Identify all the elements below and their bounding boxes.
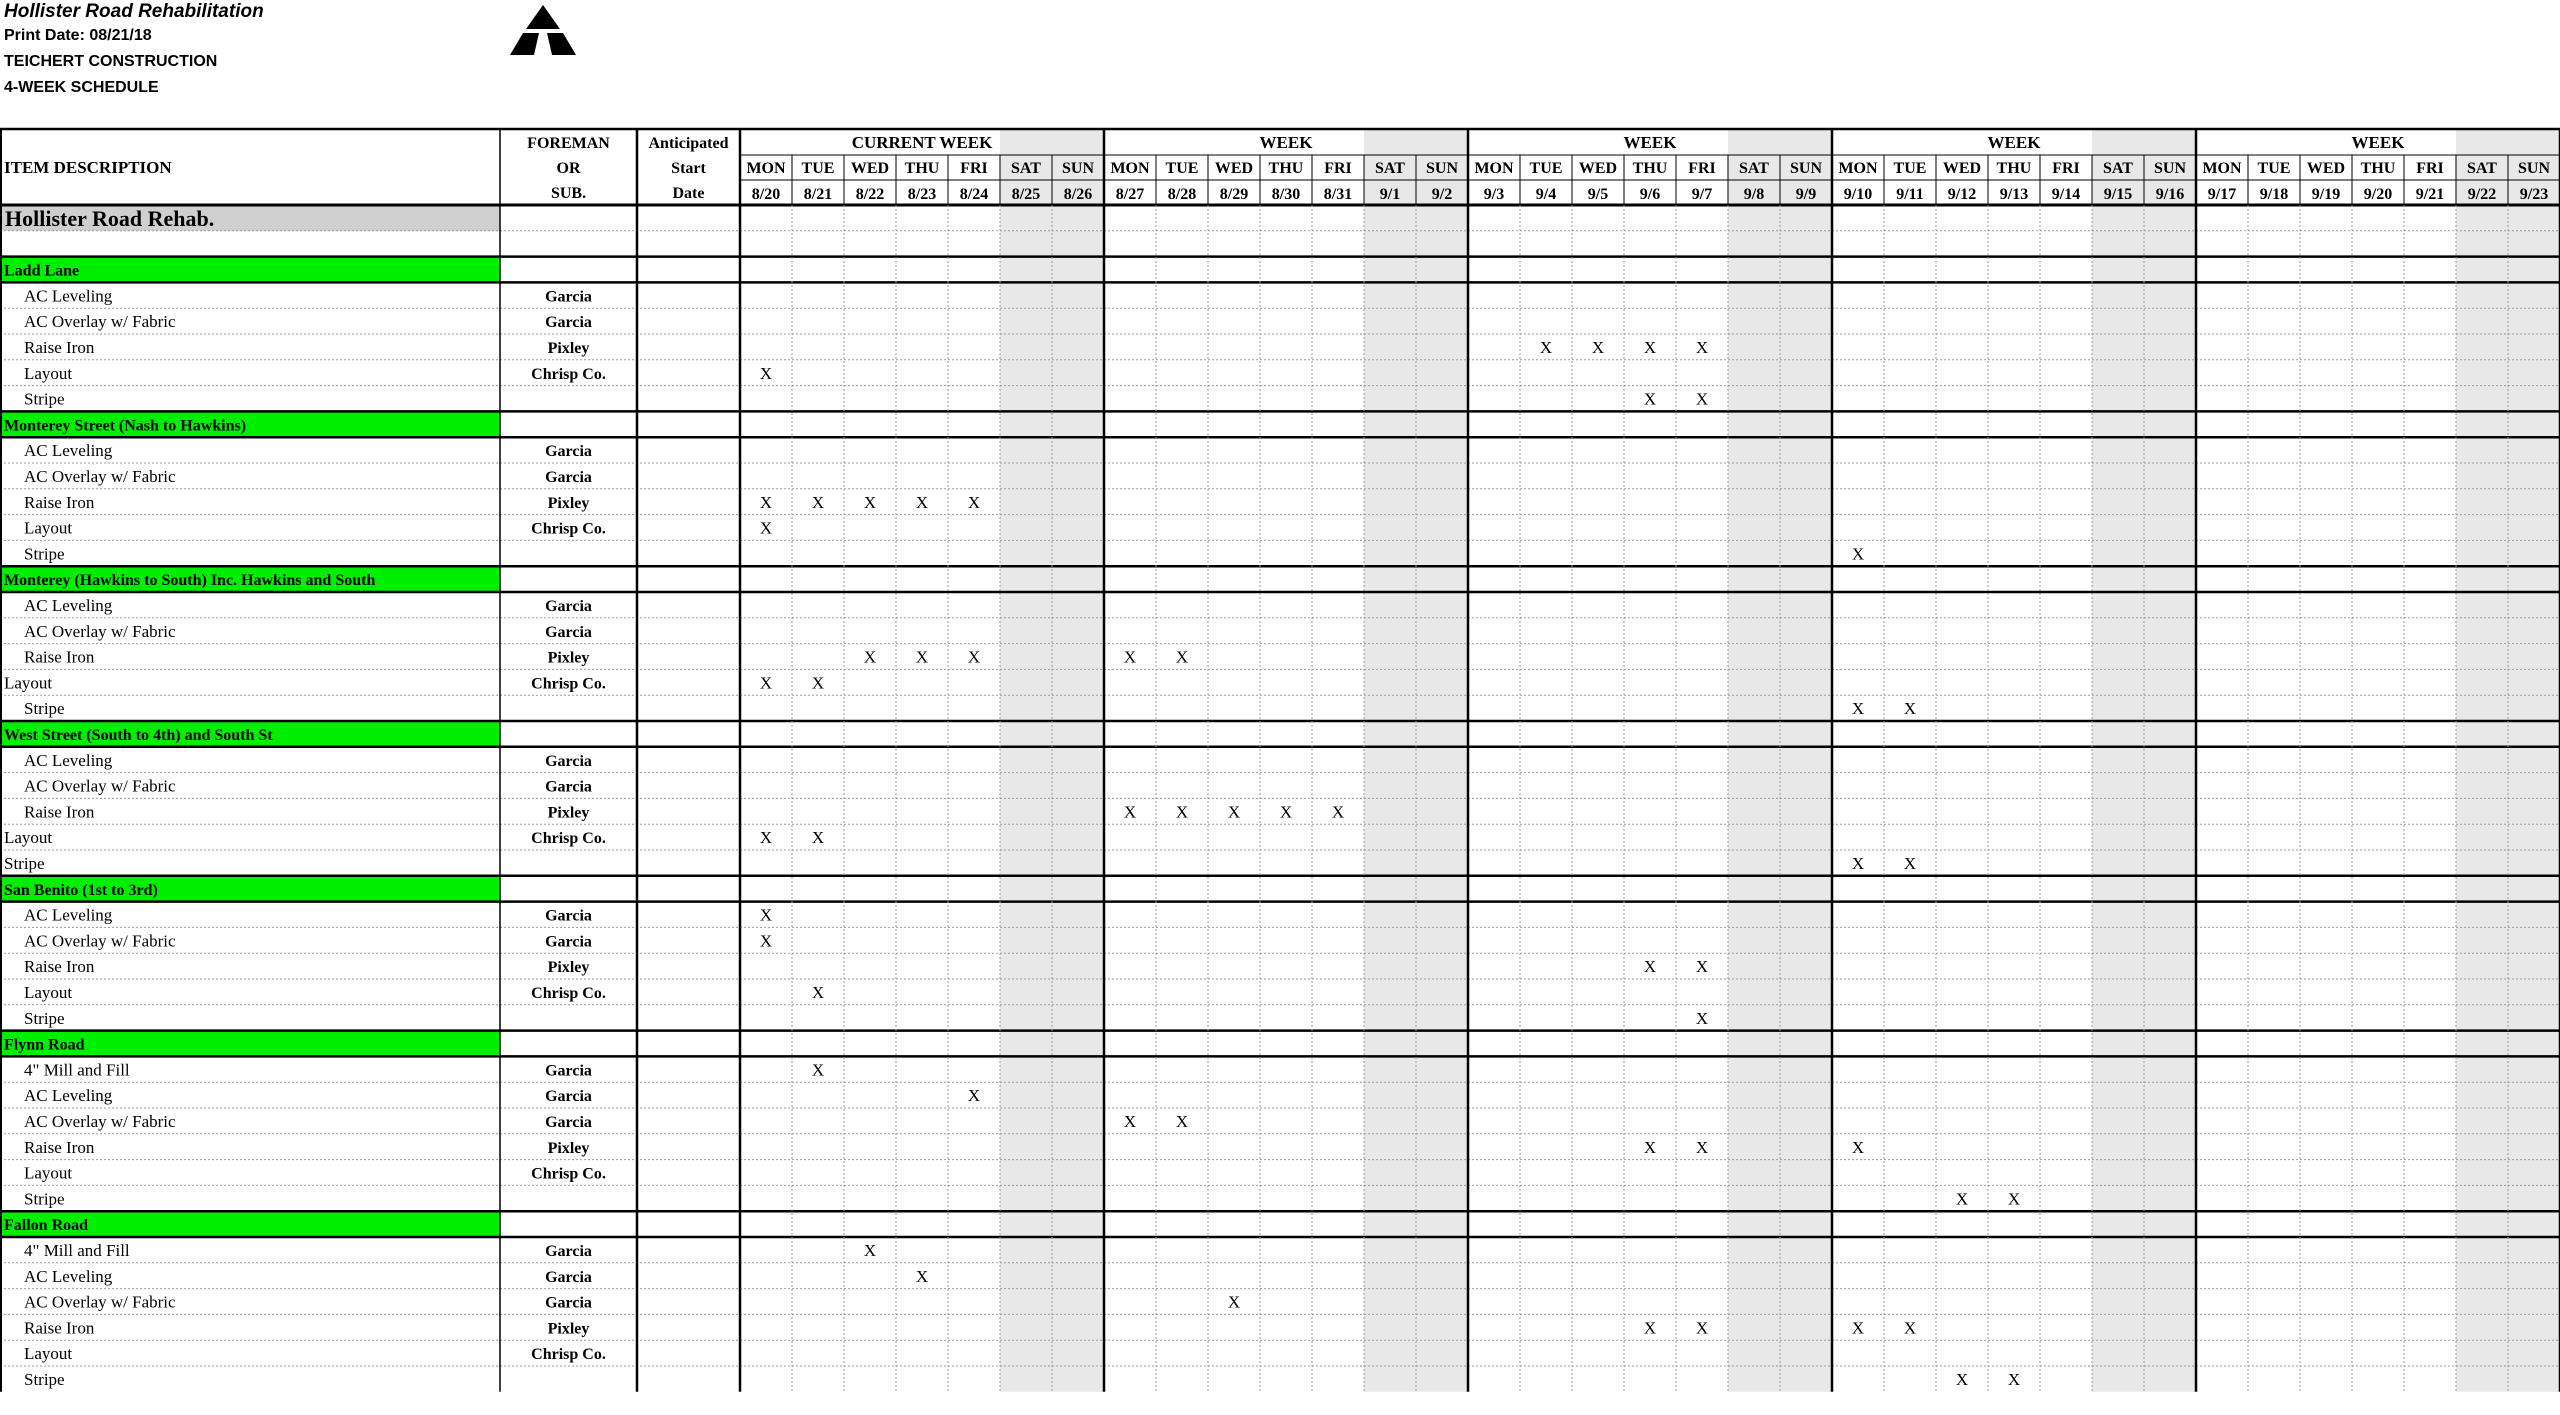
schedule-mark: X — [1695, 338, 1709, 357]
date-header: 8/25 — [1011, 186, 1041, 203]
schedule-mark: X — [1695, 1137, 1709, 1157]
schedule-mark: X — [1695, 1318, 1709, 1338]
foreman-name: Pixley — [547, 494, 590, 512]
day-name-header: THU — [1632, 160, 1668, 177]
date-header: 9/21 — [2415, 186, 2445, 203]
day-name-header: THU — [2360, 160, 2396, 177]
schedule-mark: X — [863, 1241, 877, 1260]
date-header: 9/9 — [1795, 186, 1817, 203]
foreman-name: Garcia — [545, 598, 592, 615]
day-name-header: SAT — [2103, 160, 2133, 177]
start-date-header: Date — [672, 185, 705, 202]
week-header: WEEK — [1259, 133, 1313, 152]
weekend-column-shade — [2508, 129, 2560, 1392]
week-header: WEEK — [1623, 133, 1677, 152]
date-header: 9/7 — [1691, 186, 1713, 203]
schedule-mark: X — [759, 828, 773, 848]
foreman-name: Garcia — [545, 933, 592, 951]
date-header: 8/29 — [1219, 186, 1249, 203]
schedule-mark: X — [915, 492, 929, 512]
schedule-mark: X — [1851, 1318, 1865, 1338]
date-header: 9/20 — [2363, 186, 2393, 203]
schedule-mark: X — [967, 492, 981, 512]
schedule-mark: X — [1851, 544, 1865, 564]
day-name-header: SAT — [1739, 160, 1769, 177]
day-name-header: TUE — [1165, 160, 1199, 177]
item-description: Raise Iron — [24, 957, 95, 977]
schedule-mark: X — [1903, 854, 1917, 873]
item-description: AC Overlay w/ Fabric — [24, 776, 176, 796]
day-name-header: THU — [1996, 160, 2032, 177]
item-description: Layout — [24, 518, 73, 538]
day-name-header: SUN — [2153, 160, 2187, 177]
schedule-mark: X — [1851, 854, 1865, 873]
day-name-header: MON — [1838, 160, 1878, 177]
day-name-header: WED — [1578, 160, 1618, 177]
weekend-column-shade — [2092, 129, 2144, 1392]
section-title: Monterey Street (Nash to Hawkins) — [4, 417, 247, 435]
foreman-name: Garcia — [545, 469, 592, 486]
item-description: 4" Mill and Fill — [24, 1060, 130, 1080]
schedule-mark: X — [1591, 338, 1605, 357]
schedule-mark: X — [759, 363, 773, 383]
schedule-mark: X — [811, 828, 825, 848]
week-header: CURRENT WEEK — [851, 133, 993, 152]
foreman-name: Garcia — [545, 288, 592, 306]
weekend-column-shade — [1052, 129, 1104, 1392]
schedule-mark: X — [1643, 957, 1657, 977]
schedule-mark: X — [1331, 802, 1345, 822]
schedule-mark: X — [759, 673, 773, 693]
item-description: AC Overlay w/ Fabric — [24, 621, 176, 641]
foreman-name: Pixley — [547, 959, 590, 977]
project-name: Hollister Road Rehab. — [5, 206, 215, 231]
week-header: WEEK — [2351, 133, 2405, 152]
day-name-header: THU — [904, 160, 940, 177]
schedule-mark: X — [1539, 338, 1553, 357]
day-name-header: THU — [1268, 160, 1304, 177]
date-header: 9/18 — [2259, 186, 2289, 203]
section-title: West Street (South to 4th) and South St — [4, 727, 273, 744]
section-title: San Benito (1st to 3rd) — [4, 881, 158, 899]
foreman-name: Garcia — [545, 778, 592, 796]
schedule-mark: X — [1175, 802, 1189, 822]
item-description: Raise Iron — [24, 1137, 95, 1157]
day-name-header: FRI — [2052, 160, 2080, 177]
schedule-mark: X — [811, 1060, 825, 1080]
item-description-header: ITEM DESCRIPTION — [4, 158, 172, 177]
date-header: 9/12 — [1947, 186, 1977, 203]
company-name: TEICHERT CONSTRUCTION — [4, 53, 218, 70]
item-description: Raise Iron — [24, 802, 95, 822]
date-header: 8/22 — [855, 186, 885, 203]
item-description: AC Overlay w/ Fabric — [24, 312, 176, 332]
schedule-mark: X — [1643, 1318, 1657, 1338]
schedule-mark: X — [1903, 699, 1917, 719]
weekend-column-shade — [1416, 129, 1468, 1392]
schedule-mark: X — [1279, 802, 1293, 822]
day-name-header: TUE — [2257, 160, 2291, 177]
date-header: 9/16 — [2155, 186, 2185, 203]
weekend-column-shade — [1364, 129, 1416, 1392]
foreman-name: Pixley — [547, 1320, 590, 1338]
schedule-mark: X — [1123, 802, 1137, 822]
date-header: 9/4 — [1535, 186, 1557, 203]
date-header: 8/20 — [751, 186, 781, 203]
item-description: Raise Iron — [24, 647, 95, 667]
day-name-header: FRI — [960, 160, 988, 177]
foreman-header: FOREMAN — [527, 135, 610, 152]
day-name-header: SAT — [1011, 160, 1041, 177]
foreman-name: Pixley — [547, 340, 590, 357]
start-date-header: Start — [671, 160, 706, 177]
schedule-mark: X — [759, 518, 773, 538]
foreman-name: Garcia — [545, 1294, 592, 1312]
foreman-name: Garcia — [545, 623, 592, 641]
foreman-name: Chrisp Co. — [531, 830, 606, 848]
day-name-header: MON — [746, 160, 786, 177]
schedule-mark: X — [1123, 1112, 1137, 1131]
foreman-header: SUB. — [550, 185, 587, 202]
item-description: Layout — [24, 983, 73, 1002]
item-description: AC Overlay w/ Fabric — [24, 467, 176, 486]
item-description: Layout — [24, 1344, 73, 1364]
weekend-column-shade — [2456, 129, 2508, 1392]
day-name-header: FRI — [1324, 160, 1352, 177]
schedule-mark: X — [2007, 1189, 2021, 1209]
foreman-name: Garcia — [545, 1268, 592, 1286]
item-description: AC Leveling — [24, 1266, 113, 1286]
schedule-mark: X — [967, 647, 981, 667]
item-description: AC Overlay w/ Fabric — [24, 1292, 176, 1312]
schedule-mark: X — [915, 1266, 929, 1286]
foreman-name: Garcia — [545, 1114, 592, 1131]
schedule-mark: X — [811, 492, 825, 512]
day-name-header: MON — [2202, 160, 2242, 177]
day-name-header: SUN — [1789, 160, 1823, 177]
schedule-mark: X — [811, 983, 825, 1002]
foreman-header: OR — [556, 160, 581, 177]
schedule-mark: X — [1851, 699, 1865, 719]
date-header: 8/23 — [907, 186, 937, 203]
day-name-header: WED — [2306, 160, 2346, 177]
schedule-mark: X — [863, 647, 877, 667]
date-header: 8/21 — [803, 186, 833, 203]
foreman-name: Garcia — [545, 1062, 592, 1080]
schedule-mark: X — [1851, 1137, 1865, 1157]
schedule-mark: X — [967, 1086, 981, 1106]
date-header: 9/22 — [2467, 186, 2497, 203]
foreman-name: Pixley — [547, 804, 590, 822]
project-title: Hollister Road Rehabilitation — [4, 1, 264, 22]
foreman-name: Chrisp Co. — [531, 520, 606, 538]
section-title: Fallon Road — [4, 1217, 89, 1235]
item-description: AC Leveling — [24, 905, 113, 925]
schedule-mark: X — [1643, 338, 1657, 357]
item-description: Stripe — [24, 1008, 65, 1028]
schedule-mark: X — [1643, 1137, 1657, 1157]
start-date-header: Anticipated — [648, 135, 729, 152]
item-description: AC Leveling — [24, 441, 113, 461]
day-name-header: MON — [1474, 160, 1514, 177]
item-description: Layout — [24, 363, 73, 383]
day-name-header: TUE — [1893, 160, 1927, 177]
schedule-mark: X — [1123, 647, 1137, 667]
item-description: Layout — [24, 1163, 73, 1183]
date-header: 9/8 — [1743, 186, 1765, 203]
date-header: 9/19 — [2311, 186, 2341, 203]
item-description: Stripe — [4, 854, 45, 873]
schedule-mark: X — [1175, 1112, 1189, 1131]
day-name-header: FRI — [2416, 160, 2444, 177]
schedule-mark: X — [1227, 1292, 1241, 1312]
schedule-mark: X — [759, 492, 773, 512]
date-header: 8/31 — [1323, 186, 1353, 203]
day-name-header: SUN — [1061, 160, 1095, 177]
day-name-header: SAT — [1375, 160, 1405, 177]
date-header: 9/11 — [1896, 186, 1924, 203]
date-header: 9/6 — [1639, 186, 1661, 203]
foreman-name: Chrisp Co. — [531, 675, 606, 693]
item-description: Stripe — [24, 1189, 65, 1209]
date-header: 9/17 — [2207, 186, 2237, 203]
schedule-title: 4-WEEK SCHEDULE — [4, 79, 159, 96]
item-description: AC Leveling — [24, 286, 113, 306]
item-description: Stripe — [24, 544, 65, 564]
foreman-name: Garcia — [545, 314, 592, 332]
section-title: Flynn Road — [4, 1036, 85, 1054]
item-description: AC Overlay w/ Fabric — [24, 1112, 176, 1131]
date-header: 9/2 — [1431, 186, 1453, 203]
schedule-mark: X — [811, 673, 825, 693]
print-date: Print Date: 08/21/18 — [4, 27, 152, 44]
day-name-header: WED — [1942, 160, 1982, 177]
day-name-header: TUE — [1529, 160, 1563, 177]
item-description: AC Overlay w/ Fabric — [24, 931, 176, 951]
section-title: Ladd Lane — [4, 262, 80, 280]
schedule-mark: X — [1695, 1008, 1709, 1028]
weekend-column-shade — [1728, 129, 1780, 1392]
schedule-mark: X — [915, 647, 929, 667]
foreman-name: Garcia — [545, 1243, 592, 1260]
item-description: AC Leveling — [24, 1086, 113, 1106]
item-description: Raise Iron — [24, 1318, 95, 1338]
foreman-name: Chrisp Co. — [531, 1165, 606, 1183]
date-header: 8/30 — [1271, 186, 1301, 203]
weekend-column-shade — [1000, 129, 1052, 1392]
schedule-mark: X — [1175, 647, 1189, 667]
day-name-header: MON — [1110, 160, 1150, 177]
schedule-mark: X — [863, 492, 877, 512]
schedule-mark: X — [1227, 802, 1241, 822]
day-name-header: SUN — [2517, 160, 2551, 177]
foreman-name: Chrisp Co. — [531, 985, 606, 1002]
schedule-mark: X — [1955, 1370, 1969, 1389]
section-title: Monterey (Hawkins to South) Inc. Hawkins and South — [4, 572, 376, 590]
item-description: Raise Iron — [24, 338, 95, 357]
foreman-name: Garcia — [545, 752, 592, 770]
foreman-name: Pixley — [547, 649, 590, 667]
day-name-header: FRI — [1688, 160, 1716, 177]
schedule-mark: X — [1643, 389, 1657, 409]
schedule-mark: X — [759, 931, 773, 951]
foreman-name: Garcia — [545, 907, 592, 925]
day-name-header: TUE — [801, 160, 835, 177]
schedule-mark: X — [759, 905, 773, 925]
weekend-column-shade — [2144, 129, 2196, 1392]
item-description: Stripe — [24, 699, 65, 719]
item-description: Layout — [4, 673, 53, 693]
day-name-header: WED — [1214, 160, 1254, 177]
foreman-name: Garcia — [545, 443, 592, 461]
foreman-name: Garcia — [545, 1088, 592, 1106]
date-header: 9/1 — [1379, 186, 1401, 203]
schedule-mark: X — [1695, 389, 1709, 409]
date-header: 9/15 — [2103, 186, 2133, 203]
date-header: 9/10 — [1843, 186, 1873, 203]
date-header: 8/28 — [1167, 186, 1197, 203]
foreman-name: Chrisp Co. — [531, 365, 606, 383]
item-description: Stripe — [24, 389, 65, 409]
date-header: 9/5 — [1587, 186, 1609, 203]
weekend-column-shade — [1780, 129, 1832, 1392]
item-description: Stripe — [24, 1370, 65, 1389]
item-description: Raise Iron — [24, 492, 95, 512]
date-header: 9/13 — [1999, 186, 2029, 203]
week-header: WEEK — [1987, 133, 2041, 152]
schedule-mark: X — [1695, 957, 1709, 977]
date-header: 9/14 — [2051, 186, 2081, 203]
item-description: AC Leveling — [24, 750, 113, 770]
day-name-header: WED — [850, 160, 890, 177]
foreman-name: Pixley — [547, 1139, 590, 1157]
date-header: 9/23 — [2519, 186, 2549, 203]
date-header: 8/27 — [1115, 186, 1145, 203]
day-name-header: SUN — [1425, 160, 1459, 177]
foreman-name: Chrisp Co. — [531, 1346, 606, 1364]
schedule-mark: X — [1903, 1318, 1917, 1338]
item-description: 4" Mill and Fill — [24, 1241, 130, 1260]
day-name-header: SAT — [2467, 160, 2497, 177]
date-header: 8/26 — [1063, 186, 1093, 203]
schedule-mark: X — [1955, 1189, 1969, 1209]
item-description: Layout — [4, 828, 53, 848]
schedule-mark: X — [2007, 1370, 2021, 1389]
date-header: 9/3 — [1483, 186, 1505, 203]
date-header: 8/24 — [959, 186, 989, 203]
item-description: AC Leveling — [24, 596, 113, 615]
